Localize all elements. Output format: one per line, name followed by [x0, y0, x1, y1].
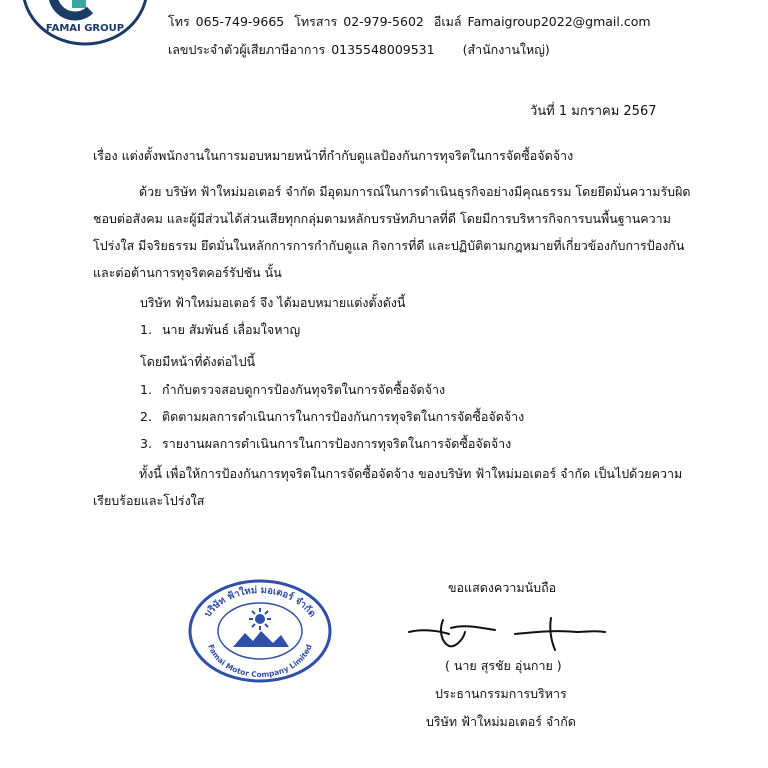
stamp-sun-icon	[233, 608, 289, 647]
email-label: อีเมล์	[433, 14, 462, 29]
phone-number: 065-749-9665	[195, 14, 285, 29]
signer-company: บริษัท ฟ้าใหม่มอเตอร์ จำกัด	[426, 714, 576, 729]
appointee-list	[140, 320, 300, 347]
header-contact-line	[168, 12, 657, 32]
list-item: 1. กำกับตรวจสอบดูการป้องกันทุจริตในการจัดซื้อจัดจ้าง	[140, 382, 446, 397]
header-tax-line	[168, 40, 556, 60]
duties-list	[140, 380, 524, 461]
tax-label: เลขประจำตัวผู้เสียภาษีอาการ	[168, 42, 326, 57]
list-item: 1. นาย สัมพันธ์ เลื่อมใจหาญ	[140, 322, 301, 337]
signer-position: ประธานกรรมการบริหาร	[435, 686, 567, 701]
letter-date: วันที่ 1 มกราคม 2567	[530, 104, 657, 119]
duty-text: ติดตามผลการดำเนินการในการป้องกันการทุจริตในการจัดซื้อจัดจ้าง	[162, 409, 525, 424]
duty-text: รายงานผลการดำเนินการในการป้องการทุจริตในการจัดซื้อจัดจ้าง	[162, 436, 512, 451]
tax-id: 0135548009531	[331, 42, 435, 57]
letter-subject	[93, 146, 577, 166]
appoint-intro: บริษัท ฟ้าใหม่มอเตอร์ จึง ได้มอบหมายแต่งตั้งดังนี้	[140, 295, 406, 310]
stamp-bottom-text: Famai Motor Company Limited	[206, 643, 314, 680]
fax-number: 02-979-5602	[343, 14, 424, 29]
duty-text: กำกับตรวจสอบดูการป้องกันทุจริตในการจัดซื้อจัดจ้าง	[162, 382, 446, 397]
subject-label: เรื่อง	[93, 148, 118, 163]
company-stamp	[185, 575, 335, 685]
fax-label: โทรสาร	[294, 14, 338, 29]
closing-text: ทั้งนี้ เพื่อให้การป้องกันการทุจริตในการจัดซื้อจัดจ้าง ของบริษัท ฟ้าใหม่มอเตอร์ จำกัด เป็นไปด้วยความเรียบร้อยและโปร่งใส	[93, 466, 683, 508]
list-item: 3. รายงานผลการดำเนินการในการป้องการทุจริตในการจัดซื้อจัดจ้าง	[140, 436, 512, 451]
handwritten-signature	[405, 610, 610, 660]
branch-label: (สำนักงานใหญ่)	[462, 42, 550, 57]
stamp-top-text: บริษัท ฟ้าใหม่ มอเตอร์ จำกัด	[202, 584, 318, 620]
list-item: 2. ติดตามผลการดำเนินการในการป้องกันการทุจริตในการจัดซื้อจัดจ้าง	[140, 409, 525, 424]
company-logo	[20, 0, 150, 48]
intro-paragraph	[93, 178, 693, 286]
appointee-name: นาย สัมพันธ์ เลื่อมใจหาญ	[162, 322, 301, 337]
email-address: Famaigroup2022@gmail.com	[467, 14, 651, 29]
closing-regards: ขอแสดงความนับถือ	[448, 580, 557, 595]
logo-text: FAMAI GROUP	[45, 23, 125, 34]
closing-paragraph	[93, 460, 693, 514]
intro-text: ด้วย บริษัท ฟ้าใหม่มอเตอร์ จำกัด มีอุดมการณ์ในการดำเนินธุรกิจอย่างมีคุณธรรม โดยยึดมั่นความรับผิดชอบต่อสังคม และผู้มีส่วนได้ส่วนเสียทุกกลุ่มตามหลักบรรษัทภิบาลที่ดี โดยมีการบริหารกิจการบนพื้นฐานความโปร่งใส มีจริยธรรม ยึดมั่นในหลักการการกำกับดูแล กิจการที่ดี และปฏิบัติตามกฎหมายที่เกี่ยวข้องกับการป้องกัน และต่อต้านการทุจริตคอร์รัปชัน นั้น	[93, 184, 691, 280]
signer-name: ( นาย สุรชัย อุ่นกาย )	[445, 658, 562, 673]
phone-label: โทร	[168, 14, 190, 29]
subject-text: แต่งตั้งพนักงานในการมอบหมายหน้าที่กำกับดูแลป้องกันการทุจริตในการจัดซื้อจัดจ้าง	[121, 148, 574, 163]
duties-intro: โดยมีหน้าที่ดังต่อไปนี้	[140, 354, 256, 369]
